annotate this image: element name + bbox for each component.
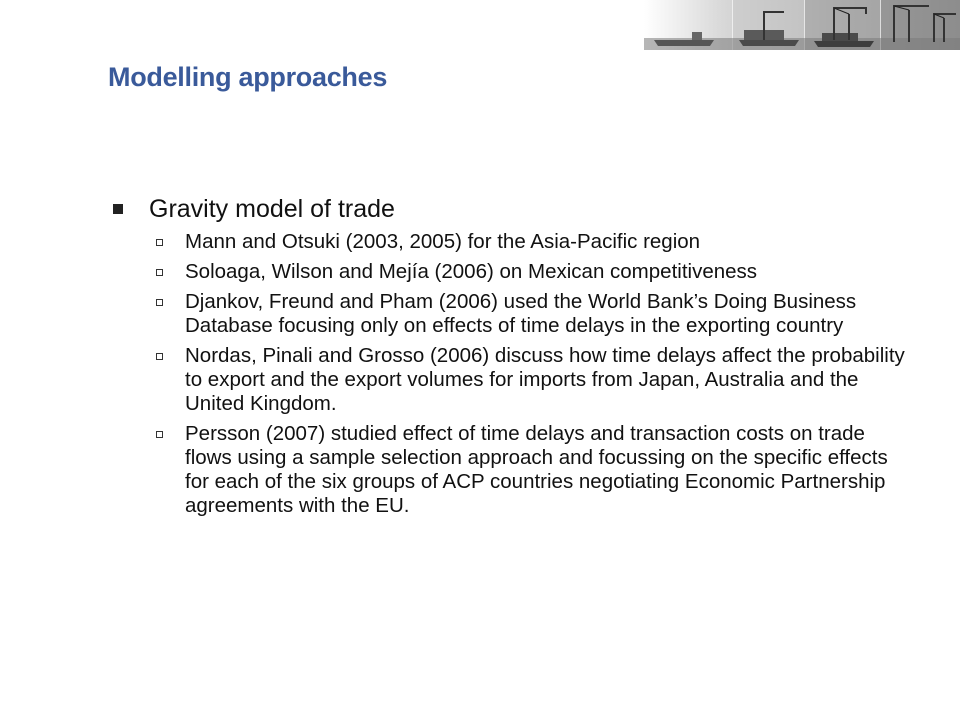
bullet-gravity-model [113,194,913,224]
slide-title: Modelling approaches [108,62,388,92]
sub-bullet-text: Djankov, Freund and Pham (2006) used the World Bank’s Doing Business Database focusing only on effects of time delays in the exporting country [185,290,857,337]
sub-bullet-list [113,230,913,518]
sub-bullet-item [156,344,913,416]
sub-bullet-text: Persson (2007) studied effect of time delays and transaction costs on trade flows using a sample selection approach and focussing on the specific effects for each of the six groups of ACP countries negotiating Economic Partnership agreements with the EU. [185,422,888,517]
slide-content [113,194,913,518]
hollow-square-bullet-icon [156,239,163,246]
hollow-square-bullet-icon [156,269,163,276]
bullet-text: Gravity model of trade [149,195,395,223]
sub-bullet-item [156,260,913,284]
sub-bullet-item [156,230,913,254]
sub-bullet-text: Mann and Otsuki (2003, 2005) for the Asia-Pacific region [185,230,701,253]
hollow-square-bullet-icon [156,431,163,438]
sub-bullet-text: Nordas, Pinali and Grosso (2006) discuss how time delays affect the probability to export and the export volumes for imports from Japan, Australia and the United Kingdom. [185,344,905,415]
hollow-square-bullet-icon [156,299,163,306]
square-bullet-icon [113,204,123,214]
hollow-square-bullet-icon [156,353,163,360]
sub-bullet-item [156,422,913,518]
port-cranes-banner-image [644,0,960,50]
sub-bullet-item [156,290,913,338]
sub-bullet-text: Soloaga, Wilson and Mejía (2006) on Mexican competitiveness [185,260,758,283]
